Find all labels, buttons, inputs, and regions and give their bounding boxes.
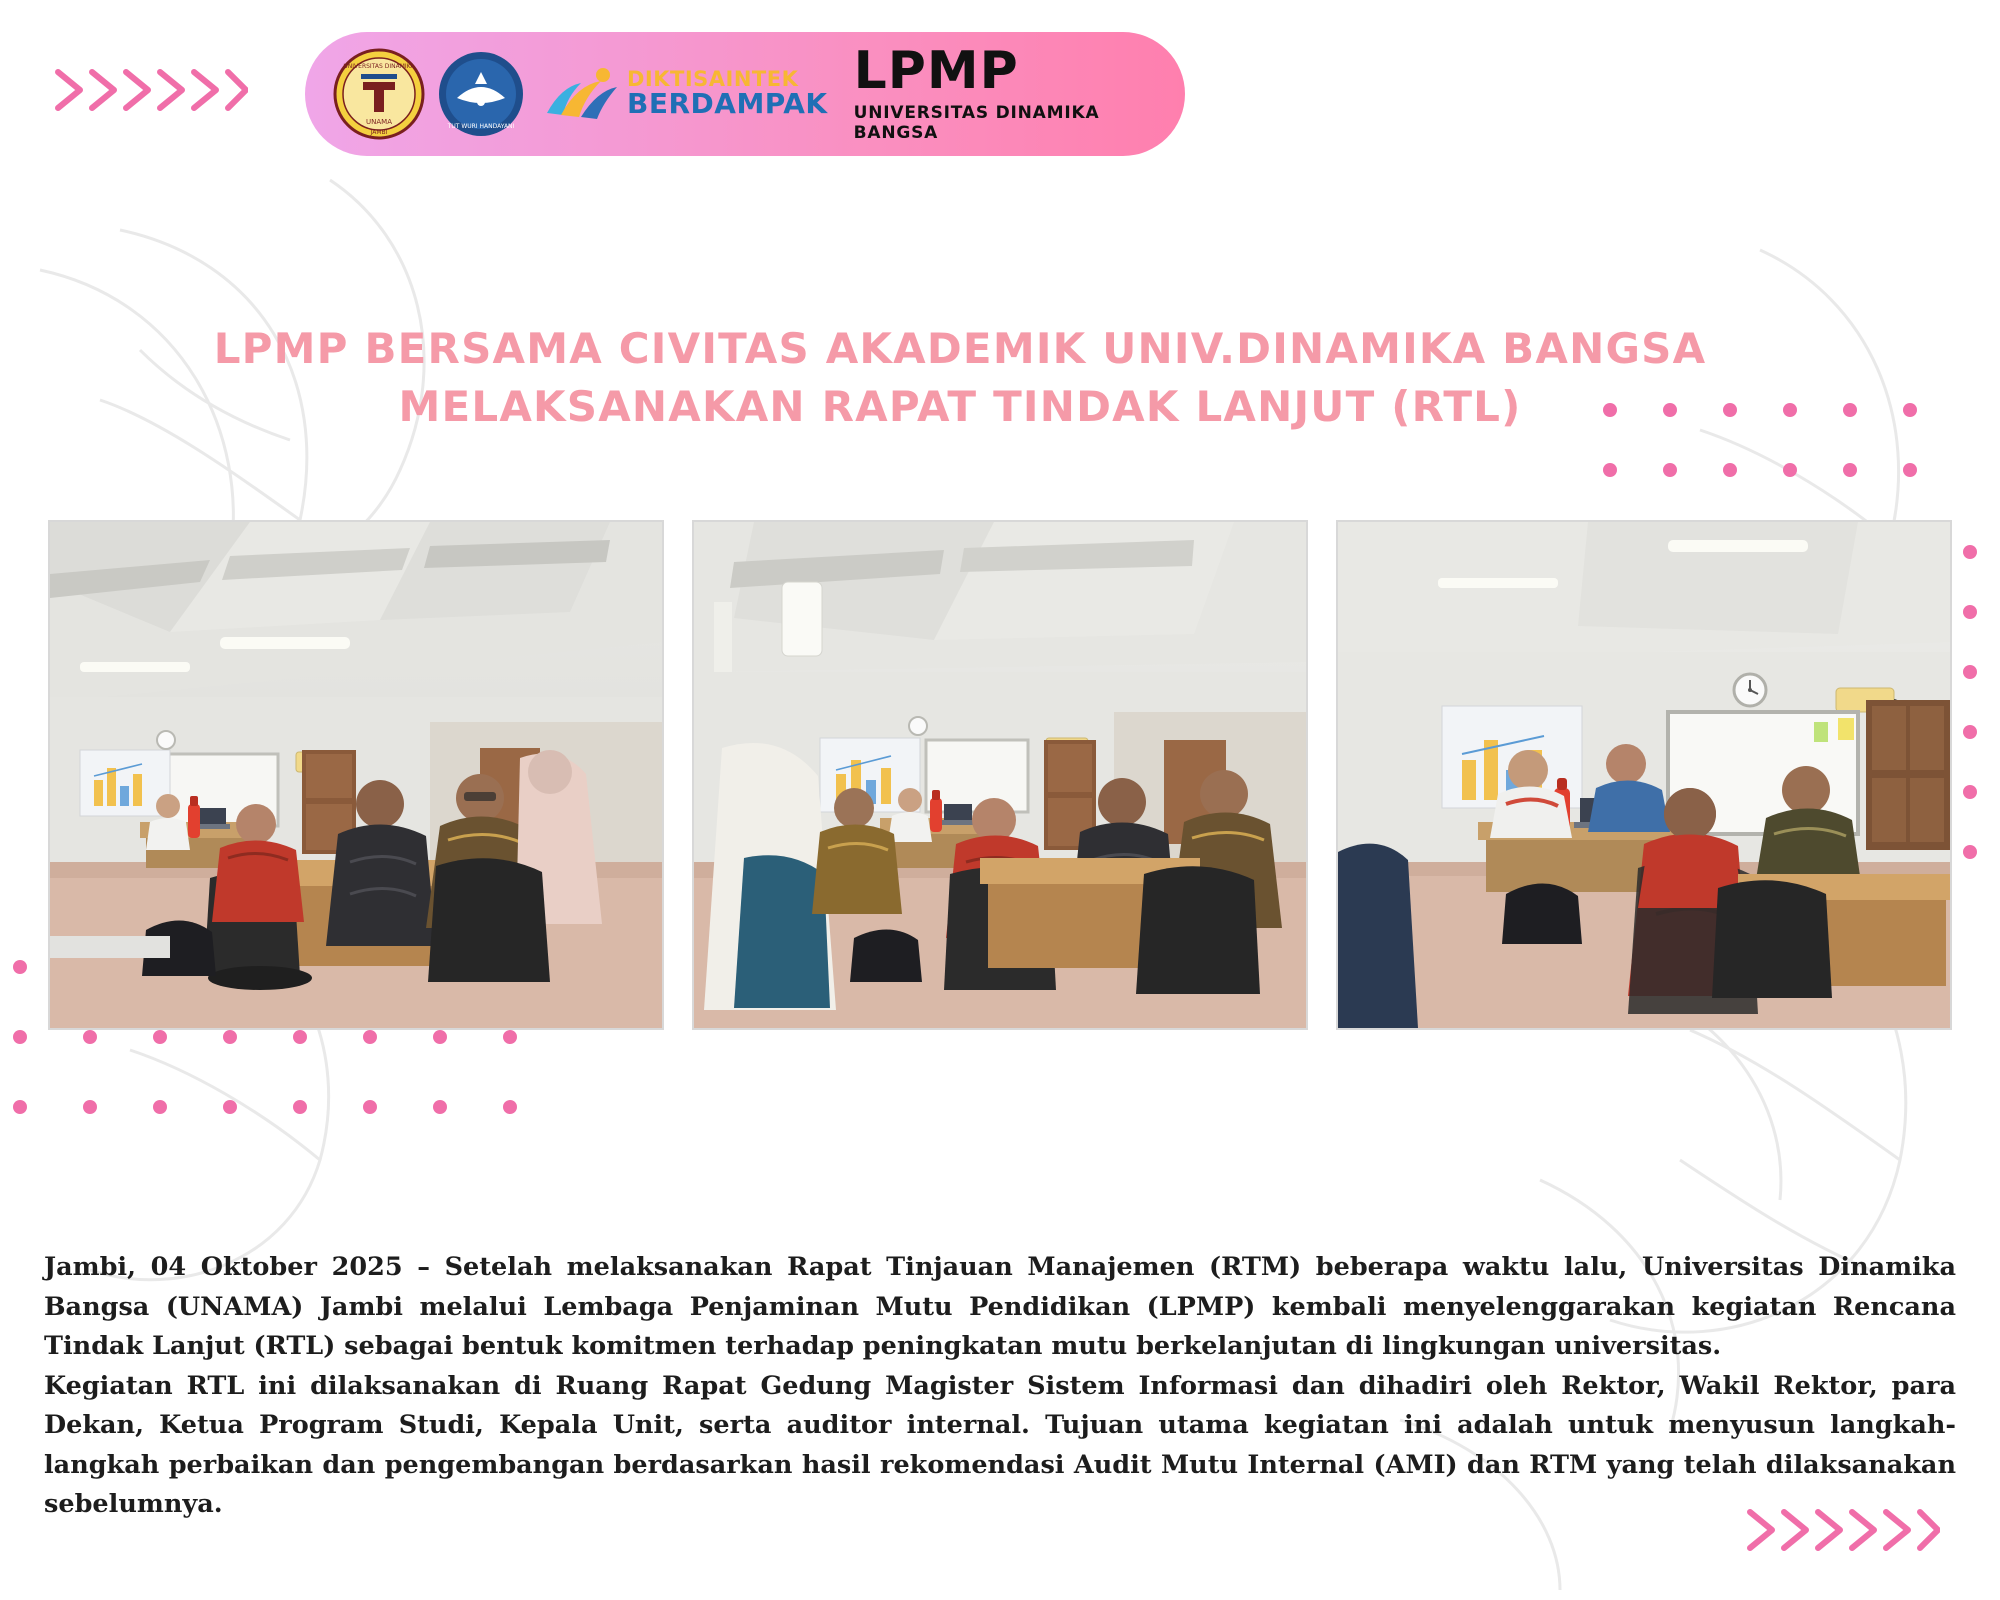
header-banner	[305, 32, 1185, 156]
photo-meeting-room-right	[1336, 520, 1952, 1030]
caption-block	[44, 1248, 1956, 1525]
photo-meeting-room-left	[48, 520, 664, 1030]
caption-paragraph-2: Kegiatan RTL ini dilaksanakan di Ruang Rapat Gedung Magister Sistem Informasi dan dihadiri oleh Rektor, Wakil Rektor, para Dekan, Ketua Program Studi, Kepala Unit, serta auditor internal. Tujuan utama kegiatan ini adalah untuk menyusun langkah-langkah perbaikan dan pengembangan berdasarkan hasil rekomendasi Audit Mutu Internal (AMI) dan RTM yang telah dilaksanakan sebelumnya.	[44, 1370, 1956, 1520]
svg-text:UNAMA: UNAMA	[366, 118, 392, 126]
lpmp-title: LPMP	[853, 41, 1019, 101]
page-title-line-1: LPMP BERSAMA CIVITAS AKADEMIK UNIV.DINAMIKA BANGSA	[213, 324, 1707, 373]
svg-text:UNIVERSITAS DINAMIKA: UNIVERSITAS DINAMIKA	[343, 63, 415, 70]
diktisaintek-berdampak-logo	[541, 63, 828, 125]
photo-gallery	[48, 520, 1952, 1030]
page-title	[180, 320, 1740, 436]
page-title-line-2: MELAKSANAKAN RAPAT TINDAK LANJUT (RTL)	[398, 381, 1522, 431]
diktisaintek-word: DIKTISAINTEK	[627, 67, 799, 92]
dot-column-right	[1950, 540, 1990, 870]
chevron-decoration-top-left	[48, 60, 248, 120]
photo-meeting-room-center	[692, 520, 1308, 1030]
lpmp-subtitle: UNIVERSITAS DINAMIKA BANGSA	[853, 103, 1100, 143]
svg-text:JAMBI: JAMBI	[370, 129, 388, 136]
unama-university-logo	[333, 48, 425, 140]
svg-text:TUT WURI HANDAYANI: TUT WURI HANDAYANI	[447, 123, 515, 130]
tut-wuri-handayani-logo	[435, 48, 527, 140]
caption-paragraph-1: Jambi, 04 Oktober 2025 – Setelah melaksanakan Rapat Tinjauan Manajemen (RTM) beberapa waktu lalu, Universitas Dinamika Bangsa (UNAMA) Jambi melalui Lembaga Penjaminan Mutu Pendidikan (LPMP) kembali menyelenggarakan kegiatan Rencana Tindak Lanjut (RTL) sebagai bentuk komitmen terhadap peningkatan mutu berkelanjutan di lingkungan universitas.	[44, 1252, 1956, 1362]
lpmp-wordmark	[853, 41, 1185, 143]
berdampak-word: BERDAMPAK	[627, 87, 828, 121]
